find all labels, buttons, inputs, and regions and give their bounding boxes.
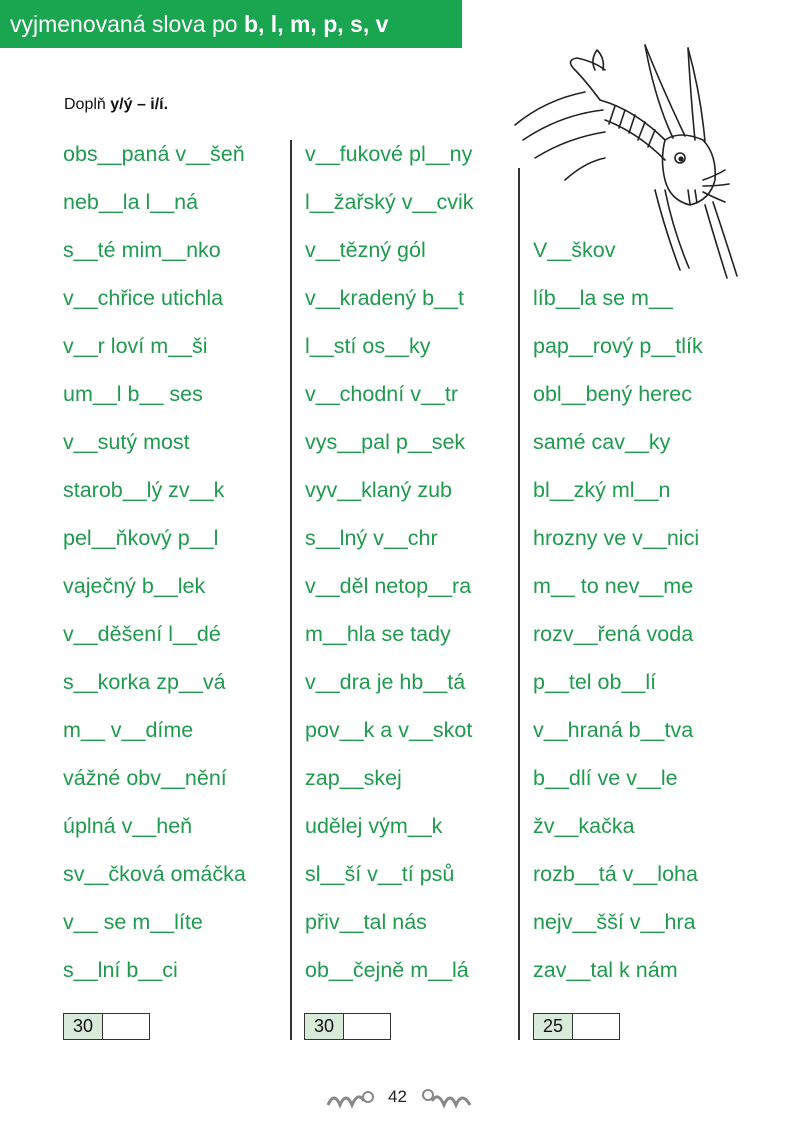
exercise-row: v__hraná b__tva: [533, 718, 694, 742]
exercise-row: v__kradený b__t: [305, 286, 464, 310]
exercise-column-3: [533, 138, 703, 1002]
score-box-3: [533, 1013, 620, 1040]
exercise-row: v__děšení l__dé: [63, 622, 221, 646]
exercise-row: rozv__řená voda: [533, 622, 694, 646]
score-box-1: [63, 1013, 150, 1040]
exercise-row: samé cav__ky: [533, 430, 671, 454]
exercise-row: s__lní b__ci: [63, 958, 178, 982]
exercise-row: v__tězný gól: [305, 238, 426, 262]
score-blank[interactable]: [573, 1014, 619, 1039]
exercise-row: sv__čková omáčka: [63, 862, 246, 886]
exercise-row: úplná v__heň: [63, 814, 193, 838]
instruction-prefix: Doplň: [64, 96, 111, 113]
exercise-row: sl__ší v__tí psů: [305, 862, 455, 886]
column-divider-2: [518, 168, 520, 1040]
exercise-row: přiv__tal nás: [305, 910, 427, 934]
exercise-row: obl__bený herec: [533, 382, 692, 406]
exercise-row: vážné obv__nění: [63, 766, 227, 790]
score-value: 30: [64, 1014, 103, 1039]
exercise-row: vyv__klaný zub: [305, 478, 452, 502]
title-letters: b, l, m, p, s, v: [243, 11, 389, 37]
exercise-row: nejv__šší v__hra: [533, 910, 696, 934]
exercise-row: neb__la l__ná: [63, 190, 199, 214]
instruction: [64, 96, 168, 114]
title-prefix: vyjmenovaná slova po: [10, 11, 244, 37]
exercise-column-2: [305, 138, 473, 1002]
score-value: 25: [534, 1014, 573, 1039]
exercise-row: rozb__tá v__loha: [533, 862, 698, 886]
exercise-row: v__dra je hb__tá: [305, 670, 466, 694]
exercise-row: vys__pal p__sek: [305, 430, 466, 454]
column-divider-1: [290, 140, 292, 1040]
exercise-row: um__l b__ ses: [63, 382, 203, 406]
exercise-row: m__ v__díme: [63, 718, 194, 742]
score-value: 30: [305, 1014, 344, 1039]
exercise-row: v__chřice utichla: [63, 286, 224, 310]
exercise-row: zav__tal k nám: [533, 958, 678, 982]
illustration-spacer: [533, 138, 703, 234]
exercise-row: l__žařský v__cvik: [305, 190, 474, 214]
exercise-row: ob__čejně m__lá: [305, 958, 469, 982]
exercise-row: líb__la se m__: [533, 286, 673, 310]
exercise-row: hrozny ve v__nici: [533, 526, 700, 550]
instruction-letters: y/ý – i/í.: [110, 96, 169, 113]
worm-left-icon: [326, 1083, 376, 1113]
exercise-row: V__škov: [533, 238, 616, 262]
exercise-row: s__lný v__chr: [305, 526, 438, 550]
score-blank[interactable]: [103, 1014, 149, 1039]
exercise-row: v__chodní v__tr: [305, 382, 458, 406]
exercise-row: s__té mim__nko: [63, 238, 221, 262]
score-blank[interactable]: [344, 1014, 390, 1039]
page-number: 42: [388, 1087, 407, 1106]
exercise-row: v__ se m__líte: [63, 910, 203, 934]
exercise-row: l__stí os__ky: [305, 334, 431, 358]
exercise-row: žv__kačka: [533, 814, 635, 838]
exercise-row: m__hla se tady: [305, 622, 451, 646]
title-banner: [0, 0, 462, 48]
exercise-row: zap__skej: [305, 766, 402, 790]
exercise-row: p__tel ob__lí: [533, 670, 657, 694]
exercise-row: bl__zký ml__n: [533, 478, 671, 502]
exercise-row: pel__ňkový p__l: [63, 526, 219, 550]
exercise-row: s__korka zp__vá: [63, 670, 226, 694]
exercise-row: vaječný b__lek: [63, 574, 206, 598]
score-box-2: [304, 1013, 391, 1040]
exercise-row: b__dlí ve v__le: [533, 766, 678, 790]
exercise-row: v__děl netop__ra: [305, 574, 472, 598]
exercise-row: pov__k a v__skot: [305, 718, 473, 742]
exercise-row: obs__paná v__šeň: [63, 142, 245, 166]
exercise-row: v__fukové pl__ny: [305, 142, 473, 166]
exercise-row: v__sutý most: [63, 430, 190, 454]
exercise-row: pap__rový p__tlík: [533, 334, 703, 358]
worm-right-icon: [420, 1083, 472, 1113]
exercise-row: v__r loví m__ši: [63, 334, 208, 358]
exercise-row: m__ to nev__me: [533, 574, 694, 598]
exercise-row: udělej vým__k: [305, 814, 443, 838]
exercise-row: starob__lý zv__k: [63, 478, 225, 502]
exercise-column-1: [63, 138, 246, 1002]
